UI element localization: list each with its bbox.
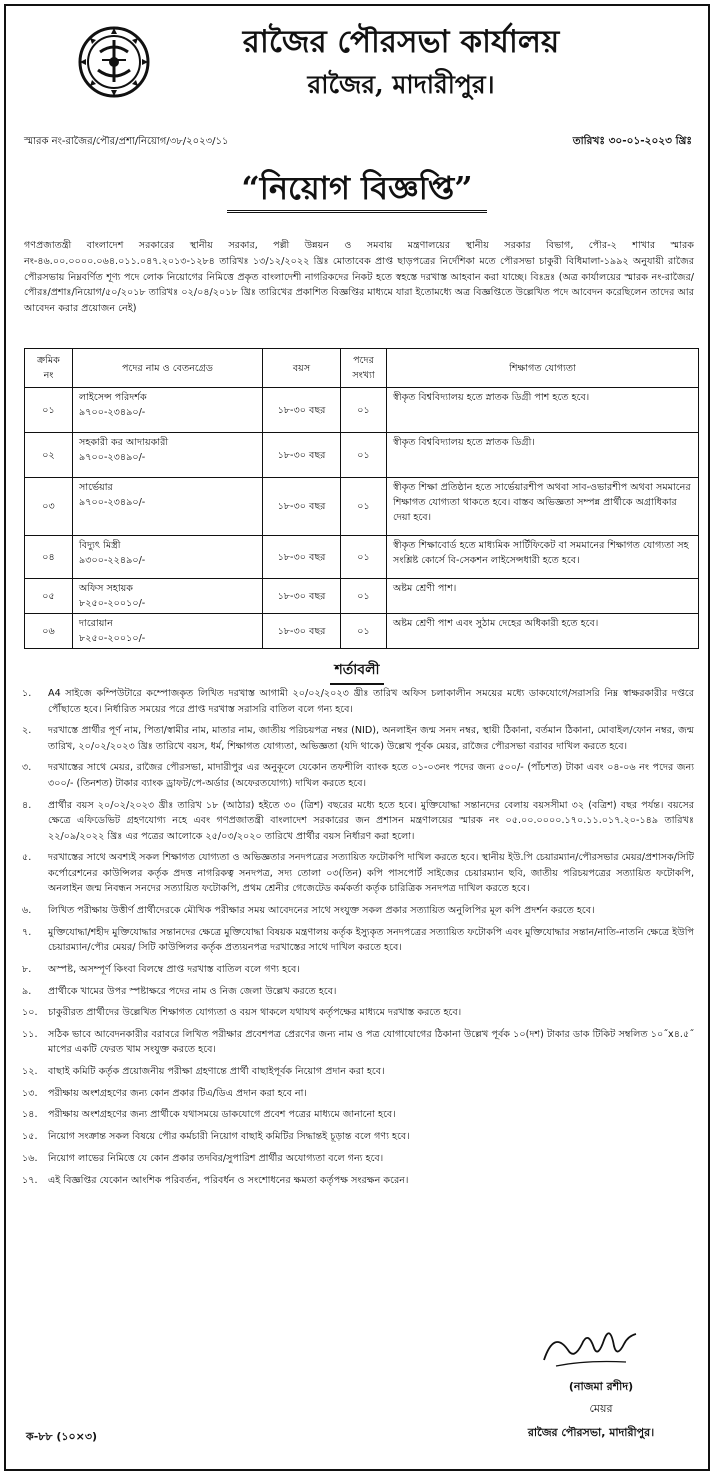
table-row	[25, 388, 699, 433]
condition-text: A4 সাইজে কম্পিউটারে কম্পোজকৃত লিখিত দরখাস্ত আগামী ২০/০২/২০২৩ খ্রীঃ তারিখ অফিস চলাকালীন সময়ের মধ্যে ডাকযোগে/সরাসরি নিম্ন স্বাক্ষরকারীর দপ্তরে পৌঁছাতে হবে। নির্ধারিত সময়ের পরে প্রাপ্ত দরখাস্ত সরাসরি বাতিল বলে গন্য হবে।	[48, 688, 694, 715]
pay-scale: ৯৭০০-২৩৪৯০/-	[79, 452, 146, 463]
row-serial: ০৩	[25, 478, 73, 536]
pay-scale: ৮২৫০-২০০১০/-	[79, 633, 146, 644]
table-row	[25, 614, 699, 649]
row-count: ০১	[341, 478, 387, 536]
list-item	[22, 1151, 694, 1167]
conditions-title: শর্তাবলী	[330, 658, 383, 685]
row-post	[73, 478, 263, 536]
list-item	[22, 723, 694, 754]
row-qualification: অষ্টম শ্রেণী পাশ এবং সুঠাম দেহের অধিকারী হতে হবে।	[387, 614, 699, 649]
condition-number: ১৬.	[22, 1152, 38, 1164]
list-item	[22, 1129, 694, 1145]
row-qualification: অষ্টম শ্রেণী পাশ।	[387, 579, 699, 614]
organization-name: রাজৈর পৌরসভা কার্যালয়	[242, 24, 560, 60]
condition-number: ১২.	[22, 1066, 38, 1078]
condition-text: সঠিক ভাবে আবেদনকারীর বরাবরে লিখিত পরীক্ষার প্রবেশপত্র প্রেরণের জন্য নাম ও পত্র যোগাযোগের ঠিকানা উল্লেখ পূর্বক ১০(দশ) টাকার ডাক টিকিট সম্বলিত ১০˝x৪.৫˝ মাপের একটি ফেরত খাম সংযুক্ত করতে হবে।	[48, 1028, 694, 1056]
condition-number: ২.	[22, 725, 32, 737]
col-age: বয়স	[263, 349, 341, 388]
row-count: ০১	[341, 536, 387, 579]
col-count: পদের সংখ্যা	[341, 349, 387, 388]
row-count: ০১	[341, 388, 387, 433]
pay-scale: ৯৩০০-২২৪৯০/-	[79, 555, 146, 566]
row-serial: ০২	[25, 433, 73, 478]
row-qualification: স্বীকৃত বিশ্ববিদ্যালয় হতে স্নাতক ডিগ্রী পাশ হতে হবে।	[387, 388, 699, 433]
municipality-logo	[78, 26, 150, 98]
condition-number: ১০.	[22, 1007, 38, 1019]
row-count: ০১	[341, 433, 387, 478]
handwritten-signature	[536, 1322, 646, 1372]
col-post: পদের নাম ও বেতনগ্রেড	[73, 349, 263, 388]
table-header-row	[25, 349, 699, 388]
conditions-list	[22, 686, 694, 1194]
row-age: ১৮-৩০ বছর	[263, 536, 341, 579]
row-post	[73, 579, 263, 614]
row-serial: ০৫	[25, 579, 73, 614]
row-qualification: স্বীকৃত বিশ্ববিদ্যালয় হতে স্নাতক ডিগ্রী।	[387, 433, 699, 478]
signatory-name: (নাজমা রশীদ)	[568, 1380, 634, 1393]
condition-number: ৯.	[22, 985, 32, 997]
list-item	[22, 925, 694, 956]
post-name: দারোয়ান	[79, 618, 113, 629]
list-item	[22, 1027, 694, 1058]
list-item	[22, 760, 694, 791]
row-post	[73, 614, 263, 649]
condition-number: ৬.	[22, 904, 32, 916]
condition-number: ৩.	[22, 762, 32, 774]
condition-text: অস্পষ্ট, অসম্পূর্ণ কিংবা বিলম্বে প্রাপ্ত দরখাস্ত বাতিল বলে গণ্য হবে।	[48, 963, 300, 975]
post-name: সহকারী কর আদায়কারী	[79, 437, 169, 448]
condition-text: বাছাই কমিটি কর্তৃক প্রয়োজনীয় পরীক্ষা গ্রহণান্তে প্রার্থী বাছাইপূর্বক নিয়োগ প্রদান করা হবে।	[48, 1066, 385, 1078]
list-item	[22, 1064, 694, 1080]
conditions-title-wrap	[6, 658, 708, 685]
row-post	[73, 388, 263, 433]
col-serial: ক্রমিক নং	[25, 349, 73, 388]
condition-text: পরীক্ষায় অংশগ্রহণের জন্য কোন প্রকার টিএ/ডিএ প্রদান করা হবে না।	[48, 1087, 307, 1099]
list-item	[22, 1086, 694, 1102]
condition-number: ১৩.	[22, 1087, 38, 1099]
list-item	[22, 1173, 694, 1189]
signatory-title: মেয়র	[589, 1402, 613, 1415]
row-post	[73, 433, 263, 478]
row-count: ০১	[341, 579, 387, 614]
table-row	[25, 536, 699, 579]
condition-text: নিয়োগ সংক্রান্ত সকল বিষয়ে পৌর কর্মচারী নিয়োগ বাছাই কমিটির সিদ্ধান্তই চূড়ান্ত বলে গণ্য হবে।	[48, 1131, 410, 1143]
condition-number: ১.	[22, 688, 32, 699]
row-age: ১৮-৩০ বছর	[263, 579, 341, 614]
condition-text: দরখাস্তের সাথে অবশ্যই সকল শিক্ষাগত যোগ্যতা ও অভিজ্ঞতার সনদপত্রের সত্যায়িত ফটোকপি দাখিল করতে হবে। স্থানীয় ইউ.পি চেয়ারম্যান/পৌরসভার মেয়র/প্রশাসক/সিটি কর্পোরেশনের কাউন্সিলর কর্তৃক প্রদত্ত নাগরিকত্ব সনদপত্র, সদ্য তোলা ০৩(তিন) কপি পাসপোর্ট সাইজের চেয়ারম্যান ছবি, জাতীয় পরিচয়পত্রের সত্যায়িত ফটোকপি, অনলাইন জন্ম নিবন্ধন সনদের সত্যায়িত ফটোকপি, প্রথম শ্রেনীর গেজেটেড কর্মকর্তা কর্তৃক চারিত্রিক সনদপত্র দাখিল করতে হবে।	[48, 852, 694, 895]
footer-code: ক-৮৮ (১০×৩)	[26, 1430, 98, 1443]
table-row	[25, 433, 699, 478]
list-item	[22, 686, 694, 717]
list-item	[22, 984, 694, 1000]
condition-number: ১৪.	[22, 1109, 38, 1121]
memo-number: স্মারক নং-রাজৈর/পৌর/প্রশা/নিয়োগ/৩৮/২০২৩/১১	[24, 136, 229, 147]
row-serial: ০৪	[25, 536, 73, 579]
row-age: ১৮-৩০ বছর	[263, 433, 341, 478]
condition-number: ১৫.	[22, 1131, 38, 1143]
condition-text: লিখিত পরীক্ষায় উত্তীর্ণ প্রার্থীদেরকে মৌখিক পরীক্ষার সময় আবেদনের সাথে সংযুক্ত সকল প্রকার সত্যায়িত অনুলিপির মূল কপি প্রদর্শন করতে হবে।	[48, 904, 595, 916]
condition-text: প্রার্থীর বয়স ২০/০২/২০২৩ খ্রীঃ তারিখ ১৮ (আঠার) হইতে ৩০ (ত্রিশ) বছরের মধ্যে হতে হবে। মুক্তিযোদ্ধা সন্তানদের বেলায় বয়সসীমা ৩২ (বত্রিশ) বছর পর্যন্ত। বয়সের ক্ষেত্রে এফিডেভিট গ্রহণযোগ্য নহে এবং গণপ্রজাতন্ত্রী বাংলাদেশ সরকারের জন প্রশাসন মন্ত্রণালয়ের স্মারক নং ০৫.০০.০০০০.১৭০.১১.০১৭.২০-১৪৯ তারিখঃ ২২/০৯/২০২২ খ্রিঃ এর পত্রের আলোকে ২৫/০৩/২০২০ তারিখে প্রার্থীর বয়স নির্ধারণ করা হলো।	[48, 799, 694, 842]
col-qualification: শিক্ষাগত যোগ্যতা	[387, 349, 699, 388]
row-qualification: স্বীকৃত শিক্ষা প্রতিষ্ঠান হতে সার্ভেয়ারশীপ অথবা সাব-ওভারশীপ অথবা সমমানের শিক্ষাগত যোগ্যতা থাকতে হবে। বাস্তব অভিজ্ঞতা সম্পন্ন প্রার্থীকে অগ্রাধিকার দেয়া হবে।	[387, 478, 699, 536]
organization-address: রাজৈর, মাদারীপুর।	[307, 70, 495, 99]
condition-text: দরখাস্তের সাথে মেয়র, রাজৈর পৌরসভা, মাদারীপুর এর অনুকূলে যেকোন তফশীলি ব্যাংক হতে ০১-০৩নং পদের জন্য ৫০০/- (পাঁচশত) টাকা এবং ০৪-০৬ নং পদের জন্য ৩০০/- (তিনশত) টাকার ব্যাংক ড্রাফট/পে-অর্ডার (অফেরতযোগ্য) দাখিল করতে হবে।	[48, 762, 694, 789]
pay-scale: ৯৭০০-২৩৪৯০/-	[79, 407, 146, 418]
condition-text: প্রার্থীকে খামের উপর স্পষ্টাক্ষরে পদের নাম ও নিজ জেলা উল্লেখ করতে হবে।	[48, 985, 337, 997]
condition-number: ১১.	[22, 1028, 38, 1040]
condition-number: ৭.	[22, 926, 32, 938]
list-item	[22, 850, 694, 897]
list-item	[22, 962, 694, 978]
notice-date: তারিখঃ ৩০-০১-২০২৩ খ্রিঃ	[572, 135, 692, 147]
list-item	[22, 1107, 694, 1123]
row-age: ১৮-৩০ বছর	[263, 614, 341, 649]
post-name: সার্ভেয়ার	[79, 482, 113, 493]
pay-scale: ৯৭০০-২৩৪৯০/-	[79, 497, 146, 508]
intro-paragraph: গণপ্রজাতন্ত্রী বাংলাদেশ সরকারের স্থানীয় সরকার, পল্লী উন্নয়ন ও সমবায় মন্ত্রণালয়ের স্থানীয় সরকার বিভাগ, পৌর-২ শাখার স্মারক নং-৪৬.০০.০০০০.০৬৪.০১১.০৪৭.২০১৩-১২৮৪ তারিখঃ ১৩/১২/২০২২ খ্রিঃ মোতাবেক প্রাপ্ত ছাড়পত্রের নির্দেশিকা মতে পৌরসভা চাকুরী বিধিমালা-১৯৯২ অনুযায়ী রাজৈর পৌরসভায় নিম্নবর্ণিত শূণ্য পদে লোক নিয়োগের নিমিত্তে প্রকৃত বাংলাদেশী নাগরিকদের নিকট হতে স্বহস্তে দরখাস্ত আহবান করা যাচ্ছে। বিঃদ্রঃ (অত্র কার্যালয়ের স্মারক নং-রাজৈর/পৌরঃ/প্রশাঃ/নিয়োগ/৫০/২০১৮ তারিখঃ ০২/০৪/২০১৮ খ্রিঃ তারিখের প্রকাশিত বিজ্ঞপ্তির মাধ্যমে যারা ইতোমধ্যে অত্র বিজ্ঞপ্তিতে উল্লেখিত পদে আবেদন করেছিলেন তাদের আর আবেদন করার প্রয়োজন নেই)	[24, 240, 694, 315]
row-serial: ০১	[25, 388, 73, 433]
condition-text: পরীক্ষায় অংশগ্রহণের জন্য প্রার্থীকে যথাসময়ে ডাকযোগে প্রবেশ পত্রের মাধ্যমে জানানো হবে।	[48, 1109, 396, 1121]
condition-number: ৫.	[22, 852, 32, 864]
post-name: অফিস সহায়ক	[79, 583, 133, 594]
condition-number: ৮.	[22, 963, 32, 975]
signatory-office: রাজৈর পৌরসভা, মাদারীপুর।	[527, 1426, 655, 1439]
condition-text: চাকুরীরত প্রার্থীদের উল্লেখিত শিক্ষাগত যোগ্যতা ও বয়স থাকলে যথাযথ কর্তৃপক্ষের মাধ্যমে দরখাস্ত করতে হবে।	[48, 1007, 462, 1019]
vacancy-table	[24, 348, 699, 649]
list-item	[22, 798, 694, 845]
row-post	[73, 536, 263, 579]
row-qualification: স্বীকৃত শিক্ষাবোর্ড হতে মাধ্যমিক সার্টিফিকেট বা সমমানের শিক্ষাগত যোগ্যতা সহ সংশ্লিষ্ট কোর্সে বি-সেকশন লাইসেন্সধারী হতে হবে।	[387, 536, 699, 579]
row-age: ১৮-৩০ বছর	[263, 478, 341, 536]
condition-number: ১৭.	[22, 1174, 38, 1186]
notice-page	[4, 4, 710, 1471]
row-count: ০১	[341, 614, 387, 649]
pay-scale: ৮২৫০-২০০১০/-	[79, 598, 146, 609]
table-row	[25, 478, 699, 536]
list-item	[22, 903, 694, 919]
condition-text: মুক্তিযোদ্ধা/শহীদ মুক্তিযোদ্ধার সন্তানদের ক্ষেত্রে মুক্তিযোদ্ধা বিষয়ক মন্ত্রণালয় কর্তৃক ইস্যুকৃত সনদপত্রের সত্যায়িত ফটোকপি এবং মুক্তিযোদ্ধার সন্তান/নাতি-নাতনি ক্ষেত্রে ইউপি চেয়ারম্যান/পৌর মেয়র/ সিটি কাউন্সিলর কর্তৃক প্রত্যয়নপত্র দরখাস্তের সাথে দাখিল করতে হবে।	[48, 926, 694, 954]
notice-title: “নিয়োগ বিজ্ঞপ্তি”	[227, 166, 486, 213]
condition-text: নিয়োগ লাভের নিমিত্তে যে কোন প্রকার তদবির/সুপারিশ প্রার্থীর অযোগ্যতা বলে গন্য হবে।	[48, 1152, 384, 1164]
row-age: ১৮-৩০ বছর	[263, 388, 341, 433]
table-row	[25, 579, 699, 614]
list-item	[22, 1005, 694, 1021]
post-name: লাইসেন্স পরিদর্শক	[79, 392, 147, 403]
notice-title-wrap	[6, 166, 708, 213]
condition-number: ৪.	[22, 799, 32, 811]
condition-text: এই বিজ্ঞপ্তির যেকোন আংশিক পরিবর্তন, পরিবর্ধন ও সংশোধনের ক্ষমতা কর্তৃপক্ষ সংরক্ষন করেন।	[48, 1174, 409, 1186]
row-serial: ০৬	[25, 614, 73, 649]
condition-text: দরখাস্তে প্রার্থীর পূর্ণ নাম, পিতা/স্বামীর নাম, মাতার নাম, জাতীয় পরিচয়পত্র নম্বর (NID), অনলাইন জন্ম সনদ নম্বর, স্থায়ী ঠিকানা, বর্তমান ঠিকানা, মোবাইল/ফোন নম্বর, জন্ম তারিখ, ২০/০২/২০২৩ খ্রিঃ তারিখে বয়স, ধর্ম, শিক্ষাগত যোগ্যতা, অভিজ্ঞতা (যদি থাকে) উল্লেখ পূর্বক মেয়র, রাজৈর পৌরসভা বরাবর দাখিল করতে হবে।	[48, 725, 694, 752]
post-name: বিদ্যুৎ মিস্ত্রী	[79, 540, 121, 551]
